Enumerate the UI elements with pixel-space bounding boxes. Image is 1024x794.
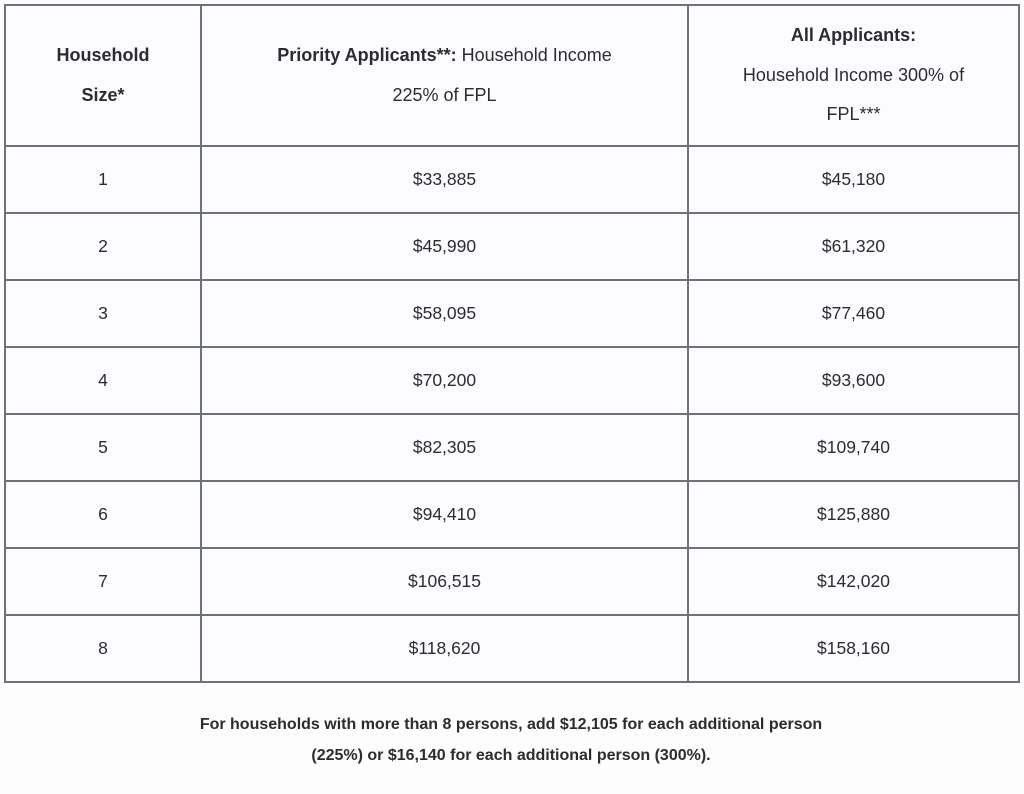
household-size-cell: 1 xyxy=(5,146,201,213)
priority-income-cell: $58,095 xyxy=(201,280,688,347)
all-income-cell: $142,020 xyxy=(688,548,1019,615)
household-size-cell: 2 xyxy=(5,213,201,280)
priority-income-cell: $82,305 xyxy=(201,414,688,481)
household-size-cell: 4 xyxy=(5,347,201,414)
footnote-line-1: For households with more than 8 persons, add $12,105 for each additional person xyxy=(199,716,823,733)
all-income-cell: $125,880 xyxy=(688,481,1019,548)
header-priority-applicants-bold: Priority Applicants**: xyxy=(277,44,457,65)
table-row xyxy=(5,146,1019,213)
header-priority-applicants-regular: Household Income xyxy=(456,44,612,65)
priority-income-cell: $94,410 xyxy=(201,481,688,548)
header-all-applicants-line2: Household Income 300% of xyxy=(742,64,965,85)
priority-income-cell: $106,515 xyxy=(201,548,688,615)
household-size-cell: 3 xyxy=(5,280,201,347)
table-row xyxy=(5,213,1019,280)
household-size-cell: 6 xyxy=(5,481,201,548)
header-priority-applicants-line2: 225% of FPL xyxy=(392,84,497,105)
header-household-size xyxy=(5,5,201,146)
table-row xyxy=(5,615,1019,682)
table-row xyxy=(5,414,1019,481)
household-size-cell: 8 xyxy=(5,615,201,682)
priority-income-cell: $33,885 xyxy=(201,146,688,213)
priority-income-cell: $118,620 xyxy=(201,615,688,682)
footnote xyxy=(4,709,1018,771)
all-income-cell: $45,180 xyxy=(688,146,1019,213)
all-income-cell: $61,320 xyxy=(688,213,1019,280)
table-row xyxy=(5,347,1019,414)
priority-income-cell: $45,990 xyxy=(201,213,688,280)
table-row xyxy=(5,481,1019,548)
priority-income-cell: $70,200 xyxy=(201,347,688,414)
all-income-cell: $93,600 xyxy=(688,347,1019,414)
all-income-cell: $158,160 xyxy=(688,615,1019,682)
header-all-applicants xyxy=(688,5,1019,146)
household-size-cell: 5 xyxy=(5,414,201,481)
header-all-applicants-line1: All Applicants: xyxy=(790,25,917,46)
header-row xyxy=(5,5,1019,146)
header-household-size-line1: Household xyxy=(56,44,150,65)
header-household-size-line2: Size* xyxy=(81,84,125,105)
household-size-cell: 7 xyxy=(5,548,201,615)
table-row xyxy=(5,280,1019,347)
footnote-line-2: (225%) or $16,140 for each additional person (300%). xyxy=(311,747,711,765)
income-limits-table xyxy=(4,4,1020,683)
header-priority-applicants xyxy=(201,5,688,146)
table-row xyxy=(5,548,1019,615)
header-all-applicants-line3: FPL*** xyxy=(826,104,881,125)
all-income-cell: $109,740 xyxy=(688,414,1019,481)
all-income-cell: $77,460 xyxy=(688,280,1019,347)
